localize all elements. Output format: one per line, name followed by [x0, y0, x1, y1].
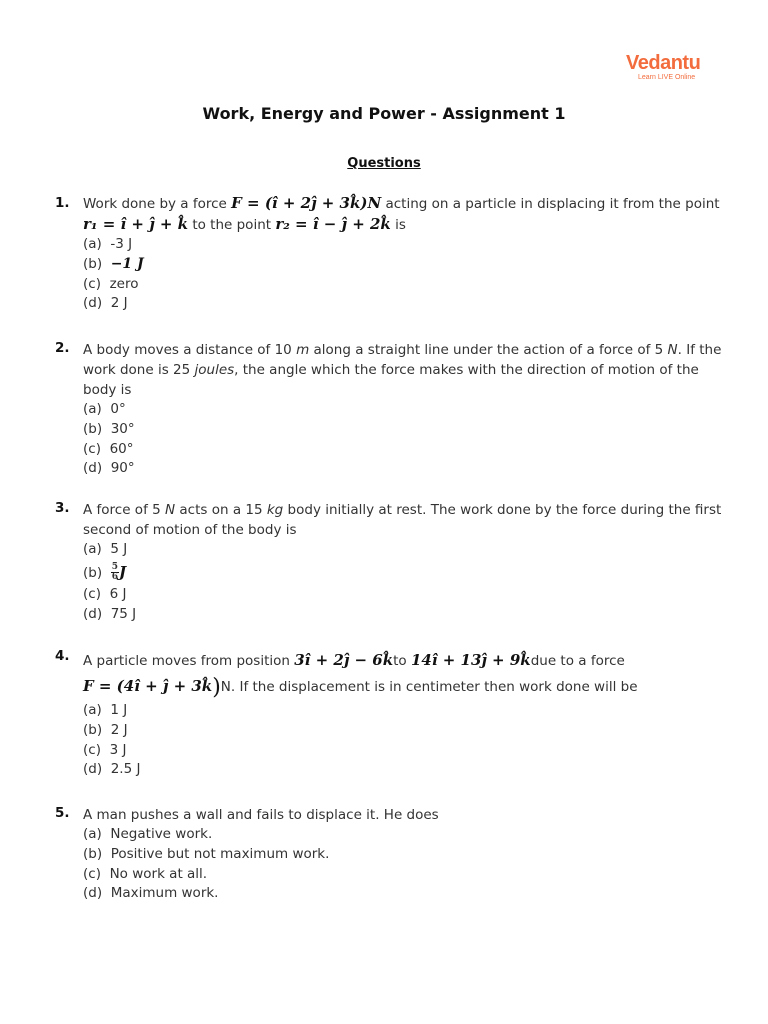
- vedantu-logo: [626, 52, 710, 92]
- unit-text: joules: [194, 362, 235, 378]
- text-fragment: A particle moves from position: [83, 653, 295, 669]
- text-fragment: N. If the displacement is in centimeter then work done will be: [220, 679, 638, 695]
- option-label: (d): [83, 295, 103, 312]
- section-heading: Questions: [347, 156, 421, 171]
- text-fragment: along a straight line under the action of a force of 5: [309, 342, 668, 358]
- option-label: (b): [83, 845, 103, 862]
- option-label: (b): [83, 255, 103, 272]
- question-text: [83, 193, 735, 235]
- option: [83, 741, 735, 761]
- option-label: (c): [83, 275, 101, 292]
- question-text: [83, 805, 735, 825]
- option: [83, 560, 735, 585]
- option-text: 2 J: [110, 721, 128, 738]
- text-fragment: to: [393, 653, 411, 669]
- logo-tagline: Learn LIVE Online: [638, 74, 696, 81]
- position-vector-r2: r₂ = î − ĵ + 2k̂: [275, 215, 391, 233]
- option-label: (d): [83, 761, 103, 778]
- force-vector: 4î + ĵ + 3k̂: [123, 677, 213, 695]
- unit-text: kg: [266, 502, 284, 518]
- option-label: (a): [83, 826, 102, 842]
- position-vector-end: 14î + 13ĵ + 9k̂: [410, 651, 531, 669]
- question-number: 1.: [55, 195, 70, 211]
- force-vector: F = (î + 2ĵ + 3k̂)N: [231, 194, 382, 212]
- option-text: 90°: [110, 460, 135, 477]
- option: [83, 235, 735, 255]
- option: [83, 845, 735, 865]
- question-5: [55, 805, 735, 904]
- option-text: zero: [109, 275, 139, 292]
- question-1: [55, 193, 735, 314]
- text-fragment: is: [390, 217, 406, 233]
- option-label: (a): [83, 541, 102, 557]
- option-text: No work at all.: [109, 865, 208, 882]
- question-text-continued: [83, 673, 735, 701]
- closing-paren: ): [212, 675, 221, 700]
- question-number: 2.: [55, 340, 70, 356]
- text-fragment: A force of 5: [83, 502, 165, 518]
- fraction-denominator: 6: [111, 572, 118, 583]
- question-number: 5.: [55, 805, 70, 821]
- question-2: [55, 340, 735, 479]
- text-fragment: acting on a particle in displacing it from the point: [381, 196, 720, 212]
- option-text: 6 J: [109, 585, 127, 602]
- option-label: (d): [83, 885, 103, 902]
- option-text: Positive but not maximum work.: [110, 845, 330, 862]
- option-unit: J: [118, 562, 127, 581]
- unit-text: N: [165, 502, 176, 518]
- option-label: (b): [83, 721, 103, 738]
- option: [83, 440, 735, 460]
- option-label: (d): [83, 605, 103, 622]
- option-label: (b): [83, 420, 103, 437]
- option: [83, 760, 735, 780]
- unit-text: N: [667, 342, 678, 358]
- option: [83, 884, 735, 904]
- option: [83, 420, 735, 440]
- option-text: 5 J: [110, 541, 128, 557]
- option: [83, 294, 735, 314]
- option-text: 60°: [109, 440, 134, 457]
- option-label: (a): [83, 702, 102, 718]
- option-label: (a): [83, 401, 102, 417]
- option-text: −1 J: [110, 255, 144, 272]
- option-text: 2 J: [110, 295, 128, 312]
- option-text: 30°: [110, 420, 135, 437]
- option-text: 2.5 J: [110, 761, 141, 778]
- option: [83, 275, 735, 295]
- option-text: Negative work.: [110, 826, 213, 842]
- option-text: 3 J: [109, 741, 127, 758]
- page-title: Work, Energy and Power - Assignment 1: [202, 104, 566, 123]
- text-fragment: , the angle which the force makes with the direction of motion of the body is: [83, 362, 699, 398]
- option: [83, 701, 735, 721]
- logo-brand: Vedantu: [626, 52, 701, 74]
- option-label: (c): [83, 585, 101, 602]
- option: [83, 459, 735, 479]
- option: [83, 585, 735, 605]
- option-label: (c): [83, 741, 101, 758]
- question-4: [55, 648, 735, 780]
- question-3: [55, 500, 735, 624]
- question-text: [83, 340, 735, 400]
- option: [83, 865, 735, 885]
- question-number: 4.: [55, 648, 70, 664]
- option-text: -3 J: [110, 236, 133, 252]
- option: [83, 255, 735, 275]
- option-text: 75 J: [110, 605, 137, 622]
- question-text: [83, 648, 735, 673]
- option-label: (c): [83, 865, 101, 882]
- question-text: [83, 500, 735, 540]
- option-label: (c): [83, 440, 101, 457]
- text-fragment: Work done by a force: [83, 196, 232, 212]
- text-fragment: body initially at rest. The work done by the force during the first second of motion of the body is: [83, 502, 722, 538]
- position-vector-start: 3î + 2ĵ − 6k̂: [294, 651, 394, 669]
- option-text: 1 J: [110, 702, 128, 718]
- force-symbol: F = (: [83, 677, 124, 695]
- position-vector-r1: r₁ = î + ĵ + k̂: [83, 215, 189, 233]
- fraction: [111, 563, 119, 582]
- option-label: (a): [83, 236, 102, 252]
- option-text: 0°: [110, 401, 126, 417]
- text-fragment: A body moves a distance of 10: [83, 342, 297, 358]
- option: [83, 540, 735, 560]
- option: [83, 721, 735, 741]
- option-label: (b): [83, 564, 103, 581]
- option: [83, 605, 735, 625]
- text-fragment: acts on a 15: [175, 502, 267, 518]
- option: [83, 400, 735, 420]
- unit-text: m: [296, 342, 310, 358]
- question-number: 3.: [55, 500, 70, 516]
- option-label: (d): [83, 460, 103, 477]
- option-text: Maximum work.: [110, 885, 219, 902]
- text-fragment: to the point: [188, 217, 276, 233]
- text-fragment: A man pushes a wall and fails to displace it. He does: [83, 807, 439, 823]
- text-fragment: . If the work done is 25: [83, 342, 722, 378]
- option: [83, 825, 735, 845]
- fraction-numerator: 5: [111, 562, 118, 573]
- text-fragment: due to a force: [530, 653, 625, 669]
